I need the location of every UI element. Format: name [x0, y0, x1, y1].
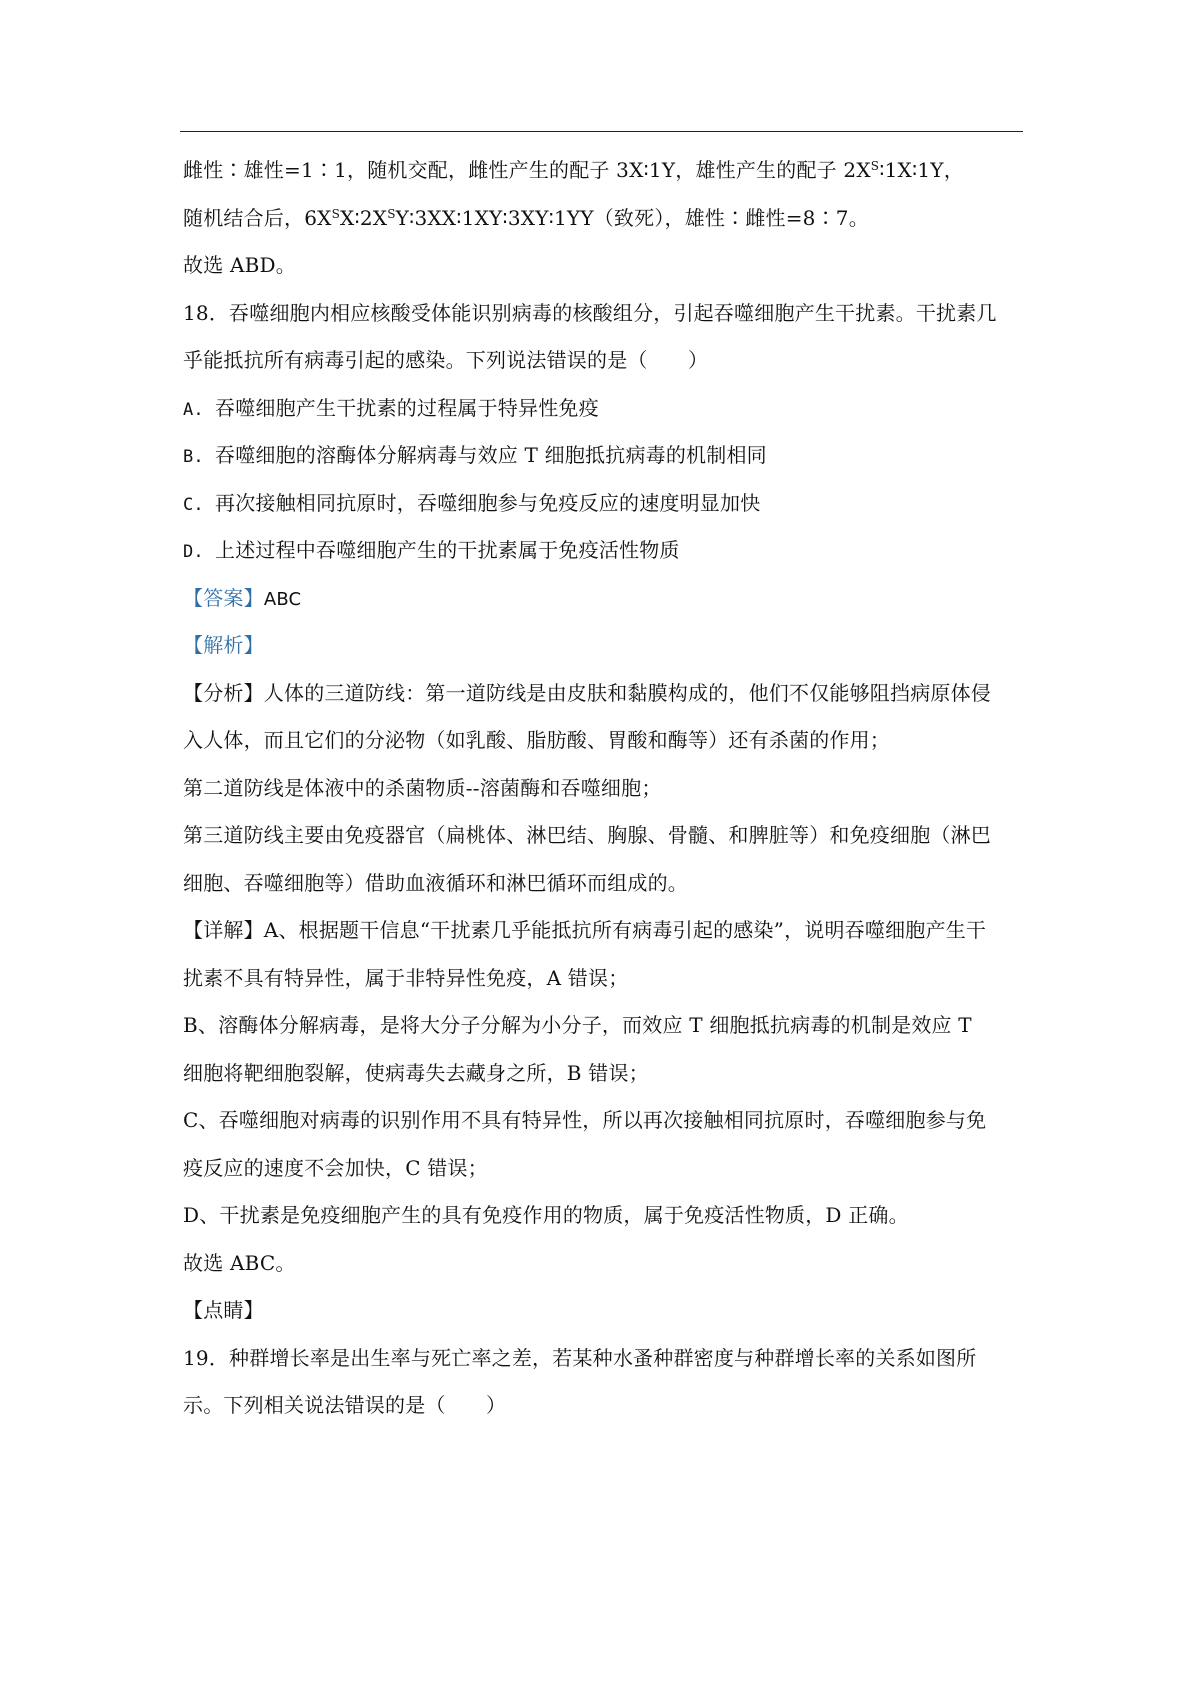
analysis-line: 第三道防线主要由免疫器官（扁桃体、淋巴结、胸腺、骨髓、和脾脏等）和免疫细胞（淋巴 [183, 823, 991, 847]
q18-analysis-heading: 【解析】 [183, 633, 264, 657]
q19-stem: 19．种群增长率是出生率与死亡率之差，若某种水蚤种群密度与种群增长率的关系如图所 [183, 1345, 977, 1370]
prev-conclusion: 故选 ABD。 [183, 253, 296, 277]
analysis-line: 细胞、吞噬细胞等）借助血液循环和淋巴循环而组成的。 [183, 870, 688, 895]
q18-option-c: C. 再次接触相同抗原时，吞噬细胞参与免疫反应的速度明显加快 [183, 490, 761, 515]
prev-solution-line: 雌性∶雄性=1∶1，随机交配，雌性产生的配子 3X∶1Y，雄性产生的配子 $2X^S∶1X∶1Y$， [183, 158, 964, 182]
detail-line: 扰素不具有特异性，属于非特异性免疫，A 错误； [183, 965, 629, 990]
q18-stem: 乎能抵抗所有病毒引起的感染。下列说法错误的是（ ） [183, 348, 709, 372]
q18-comment-heading: 【点睛】 [183, 1298, 264, 1322]
detail-line: 【详解】A、根据题干信息“干扰素几乎能抵抗所有病毒引起的感染”，说明吞噬细胞产生干 [183, 918, 987, 942]
detail-line: B、溶酶体分解病毒，是将大分子分解为小分子，而效应 T 细胞抵抗病毒的机制是效应 T [183, 1013, 972, 1037]
analysis-line: 第二道防线是体液中的杀菌物质--溶菌酶和吞噬细胞； [183, 775, 662, 800]
header-rule [180, 131, 1023, 132]
q18-option-d: D. 上述过程中吞噬细胞产生的干扰素属于免疫活性物质 [183, 538, 680, 562]
detail-line: 细胞将靶细胞裂解，使病毒失去藏身之所，B 错误； [183, 1060, 649, 1085]
prev-solution-line: 随机结合后，$6X^SX∶2X^SY∶3XX∶1XY∶3XY∶1YY$（致死），雄性∶雌性=8∶7。 [183, 205, 869, 230]
q18-option-a: A. 吞噬细胞产生干扰素的过程属于特异性免疫 [183, 395, 599, 420]
detail-line: 疫反应的速度不会加快，C 错误； [183, 1155, 488, 1180]
analysis-line: 入人体，而且它们的分泌物（如乳酸、脂肪酸、胃酸和酶等）还有杀菌的作用； [183, 728, 890, 752]
detail-line: C、吞噬细胞对病毒的识别作用不具有特异性，所以再次接触相同抗原时，吞噬细胞参与免 [183, 1108, 987, 1132]
detail-line: D、干扰素是免疫细胞产生的具有免疫作用的物质，属于免疫活性物质，D 正确。 [183, 1203, 909, 1227]
q18-stem: 18．吞噬细胞内相应核酸受体能识别病毒的核酸组分，引起吞噬细胞产生干扰素。干扰素几 [183, 300, 997, 325]
q18-conclusion: 故选 ABC。 [183, 1250, 296, 1275]
q18-answer: 【答案】ABC [183, 585, 302, 610]
analysis-line: 【分析】人体的三道防线：第一道防线是由皮肤和黏膜构成的，他们不仅能够阻挡病原体侵 [183, 680, 991, 705]
page-content [183, 150, 1028, 1433]
q18-option-b: B. 吞噬细胞的溶酶体分解病毒与效应 T 细胞抵抗病毒的机制相同 [183, 443, 767, 467]
q19-stem: 示。下列相关说法错误的是（ ） [183, 1393, 507, 1417]
